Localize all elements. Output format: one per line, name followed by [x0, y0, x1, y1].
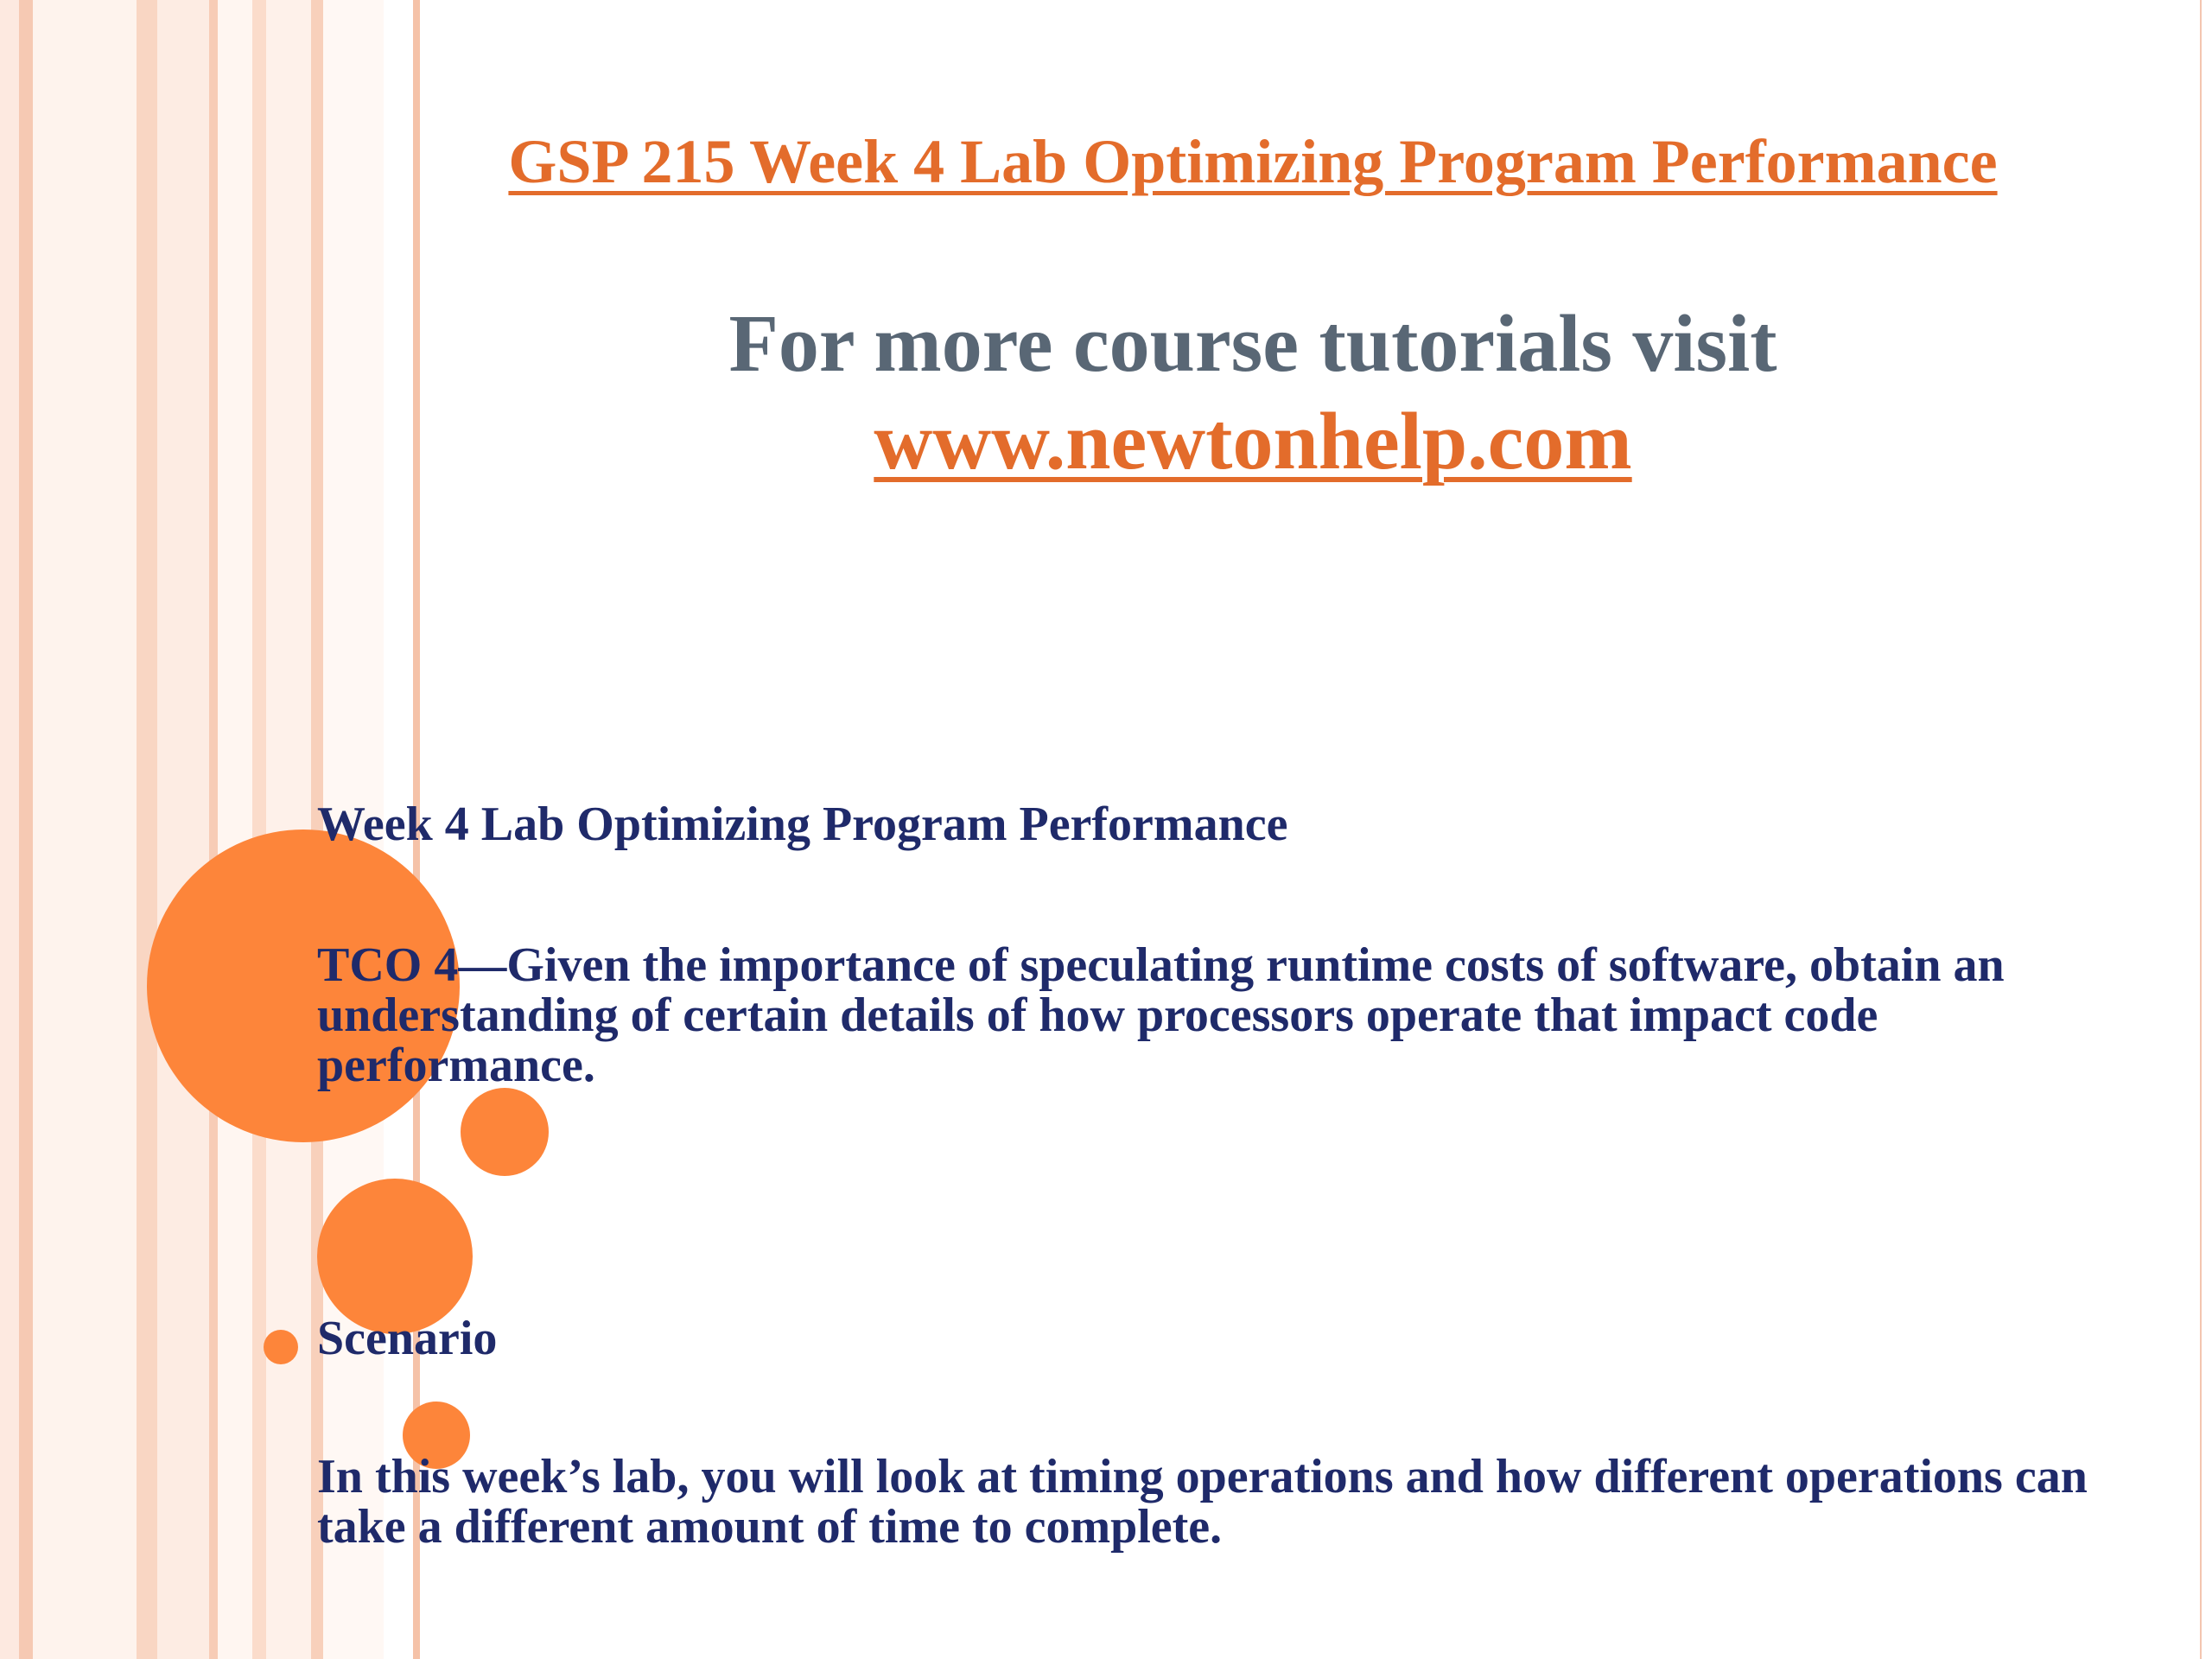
slide-title-link[interactable]: GSP 215 Week 4 Lab Optimizing Program Performance — [508, 127, 1998, 196]
decor-circle-medium — [317, 1179, 473, 1334]
content-heading: Week 4 Lab Optimizing Program Performance — [317, 798, 1288, 851]
decor-stripe — [252, 0, 266, 1659]
decor-stripe — [33, 0, 137, 1659]
decor-circle-small — [461, 1088, 549, 1176]
scenario-paragraph: In this week’s lab, you will look at timing operations and how different operations can take a different amount of time to complete. — [317, 1450, 2088, 1554]
tco-paragraph: TCO 4—Given the importance of speculating runtime costs of software, obtain an understanding of certain details of how processors operate that impact code performance. — [317, 938, 2005, 1092]
website-link[interactable]: www.newtonhelp.com — [874, 397, 1632, 486]
website-link-container — [432, 393, 2074, 491]
decor-stripe — [0, 0, 19, 1659]
decor-stripe — [209, 0, 218, 1659]
decor-right-line — [2200, 0, 2202, 1659]
decor-stripe — [218, 0, 252, 1659]
decor-stripe — [157, 0, 209, 1659]
scenario-heading: Scenario — [317, 1312, 498, 1365]
decor-stripe — [19, 0, 33, 1659]
slide-subtitle: For more course tutorials visit — [728, 299, 1777, 389]
decor-circle-tiny — [264, 1330, 298, 1364]
decor-stripe — [137, 0, 157, 1659]
